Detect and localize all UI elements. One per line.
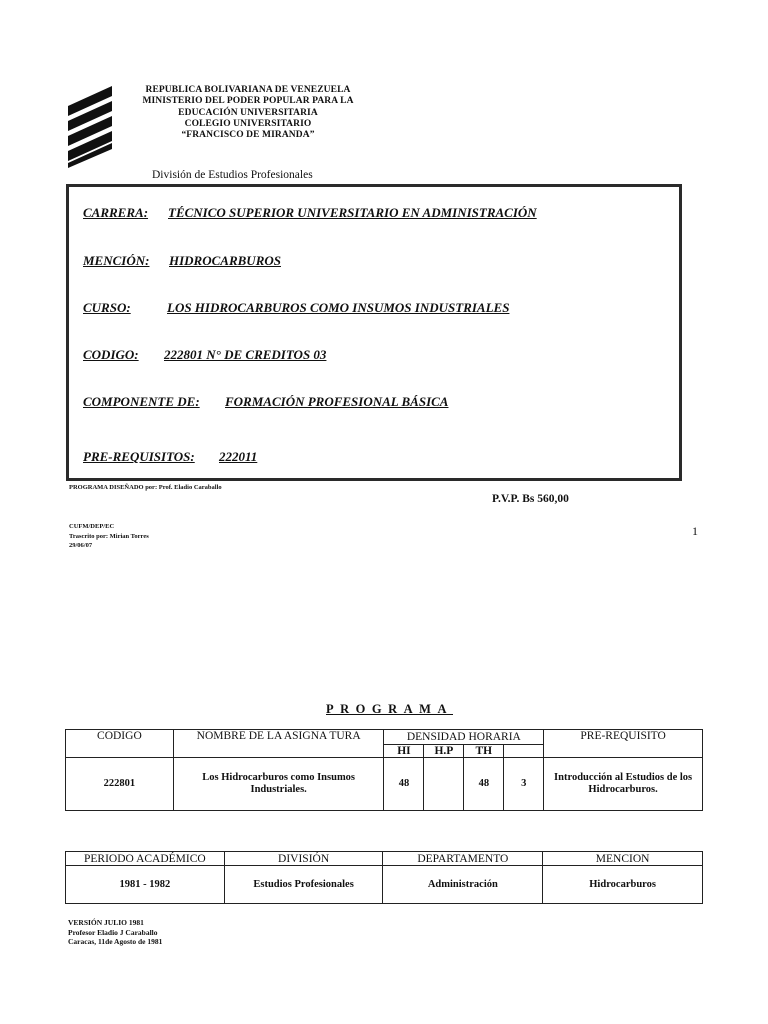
prerequisitos-value: 222011 (219, 449, 258, 464)
header-mencion: MENCION (543, 852, 703, 866)
header-densidad: DENSIDAD HORARIA (384, 730, 544, 745)
subheader-blank (504, 745, 544, 758)
header-codigo: CODIGO (66, 730, 174, 758)
footer-version: VERSIÓN JULIO 1981 (68, 918, 144, 927)
header-prerequisito: PRE-REQUISITO (544, 730, 703, 758)
document-meta (69, 522, 149, 551)
cell-periodo: 1981 - 1982 (66, 866, 225, 904)
subheader-th: TH (464, 745, 504, 758)
course-info-box (66, 184, 682, 481)
footer-date: Caracas, 11de Agosto de 1981 (68, 937, 163, 946)
cell-division: Estudios Profesionales (224, 866, 383, 904)
codigo-value: 222801 N° DE CREDITOS 03 (164, 347, 327, 362)
header-departamento: DEPARTAMENTO (383, 852, 543, 866)
cell-codigo: 222801 (66, 758, 174, 811)
price: P.V.P. Bs 560,00 (492, 493, 569, 505)
cell-hp (424, 758, 464, 811)
carrera-label: CARRERA: (83, 205, 149, 220)
cell-prerequisito: Introducción al Estudios de los Hidrocarburos. (544, 758, 703, 811)
period-table (65, 851, 703, 904)
cell-hi: 48 (384, 758, 424, 811)
curso-label: CURSO: (83, 300, 131, 315)
cell-th: 48 (464, 758, 504, 811)
meta-transcribed: Trascrito por: Mirian Torres (69, 532, 149, 540)
header-line-college: COLEGIO UNIVERSITARIO (184, 118, 312, 129)
componente-value: FORMACIÓN PROFESIONAL BÁSICA (225, 394, 449, 409)
subheader-hi: HI (384, 745, 424, 758)
mencion-value: HIDROCARBUROS (169, 253, 281, 268)
curso-value: LOS HIDROCARBUROS COMO INSUMOS INDUSTRIALES (167, 300, 510, 315)
division-label: División de Estudios Profesionales (152, 169, 313, 181)
mencion-label: MENCIÓN: (83, 253, 150, 268)
meta-code: CUFM/DEP/EC (69, 523, 115, 530)
header-periodo: PERIODO ACADÉMICO (66, 852, 225, 866)
meta-date: 29/06/07 (69, 542, 93, 549)
carrera-value: TÉCNICO SUPERIOR UNIVERSITARIO EN ADMINISTRACIÓN (168, 205, 537, 220)
cell-nombre: Los Hidrocarburos como Insumos Industriales. (173, 758, 384, 811)
designed-by: PROGRAMA DISEÑADO por: Prof. Eladio Caraballo (69, 484, 222, 491)
header-line-country: REPUBLICA BOLIVARIANA DE VENEZUELA (145, 85, 351, 95)
program-table (65, 729, 703, 811)
prerequisitos-label: PRE-REQUISITOS: (83, 449, 195, 464)
header-division: DIVISIÓN (224, 852, 383, 866)
programa-title: PROGRAMA (326, 702, 453, 716)
codigo-label: CODIGO: (83, 347, 139, 362)
version-footer (68, 918, 162, 947)
header-line-education: EDUCACIÓN UNIVERSITARIA (178, 107, 318, 118)
cell-departamento: Administración (383, 866, 543, 904)
page-number: 1 (692, 524, 698, 538)
institution-header (118, 85, 378, 141)
componente-label: COMPONENTE DE: (83, 394, 200, 409)
header-nombre: NOMBRE DE LA ASIGNA TURA (173, 730, 384, 758)
footer-professor: Profesor Eladio J Caraballo (68, 927, 158, 937)
college-logo-icon (68, 86, 112, 168)
header-line-ministry: MINISTERIO DEL PODER POPULAR PARA LA (142, 96, 354, 107)
cell-mencion: Hidrocarburos (543, 866, 703, 904)
cell-extra: 3 (504, 758, 544, 811)
subheader-hp: H.P (424, 745, 464, 758)
header-line-name: “FRANCISCO DE MIRANDA” (181, 130, 315, 141)
